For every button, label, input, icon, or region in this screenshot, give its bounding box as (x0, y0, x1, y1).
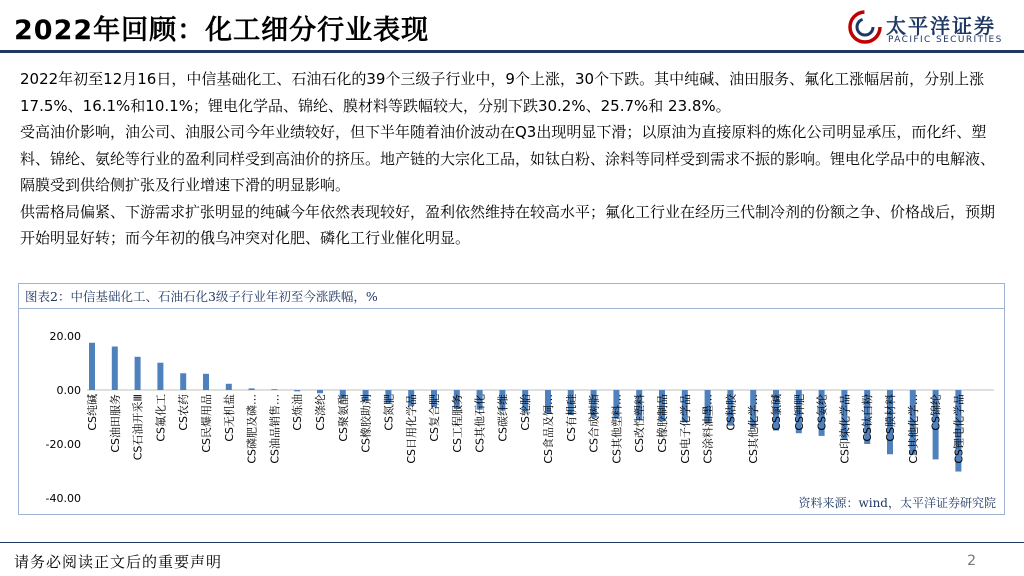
bar (157, 363, 163, 390)
x-tick-label: CS涤纶 (314, 394, 327, 431)
x-tick-label: CS民爆用品 (200, 394, 213, 453)
y-tick-label: 20.00 (49, 330, 81, 343)
logo-name-en: PACIFIC SECURITIES (888, 35, 1003, 45)
x-tick-label: CS氯碱 (770, 394, 783, 431)
x-tick-label: CS炼油 (291, 394, 305, 431)
bar (317, 390, 323, 393)
x-tick-label: CS聚氨酯 (336, 394, 350, 442)
bar-chart (19, 309, 1004, 514)
x-tick-label: CS轮胎 (519, 394, 533, 431)
bar (271, 389, 277, 390)
x-tick-label: CS橡胶制品 (656, 394, 669, 453)
x-tick-label: CS其他石化 (473, 393, 487, 453)
bar (249, 388, 255, 390)
x-tick-label: CS工程服务 (450, 394, 464, 453)
body-text (20, 66, 1004, 252)
x-tick-label: CS锂电化学品 (952, 394, 966, 464)
paragraph-2: 受高油价影响，油公司、油服公司今年业绩较好，但下半年随着油价波动在Q3出现明显下滑；以原油为直接原料的炼化公司明显承压，而化纤、塑料、锦纶、氨纶等行业的盈利同样受到高油价的挤压。地产链的大宗化工品，如钛白粉、涂料等同样受到需求不振的影响。锂电化学品中的电解液、隔膜受到供给侧扩张及行业增速下滑的明显影响。 (20, 123, 996, 194)
bar (180, 373, 186, 390)
company-logo (848, 8, 1018, 48)
bar (203, 374, 209, 390)
x-tick-label: CS电子化学品 (678, 394, 692, 464)
x-tick-label: CS膜材料 (884, 394, 897, 442)
x-tick-label: CS其他塑料… (610, 394, 624, 464)
chart-title: 图表2：中信基础化工、石油石化3级子行业年初至今涨跌幅，% (25, 289, 378, 304)
x-tick-label: CS农药 (177, 394, 191, 431)
x-tick-label: CS碳纤维 (496, 394, 510, 442)
footer-divider (0, 542, 1024, 543)
page-title: 2022年回顾：化工细分行业表现 (14, 15, 430, 46)
paragraph-1: 2022年初至12月16日，中信基础化工、石油石化的39个三级子行业中，9个上涨，30个下跌。其中纯碱、油田服务、氟化工涨幅居前，分别上涨17.5%、16.1%和10.1%；锂电化学品、锦纶、膜材料等跌幅较大，分别下跌30.2%、25.7%和 23.8%。 (20, 70, 985, 115)
page-number: 2 (967, 553, 976, 569)
x-tick-label: CS合成树脂 (587, 394, 601, 453)
bar (226, 384, 232, 390)
x-tick-label: CS钛白粉 (861, 394, 875, 442)
paragraph-3: 供需格局偏紧、下游需求扩张明显的纯碱今年依然表现较好，盈利依然维持在较高水平；氟化工行业在经历三代制冷剂的份额之争、价格战后，预期开始明显好转；而今年初的俄乌冲突对化肥、磷化工行业催化明显。 (20, 202, 996, 247)
x-tick-label: CS橡胶助剂 (359, 394, 373, 453)
footer-disclaimer: 请务必阅读正文后的重要声明 (14, 553, 223, 571)
x-tick-label: CS氨纶 (815, 394, 829, 431)
x-tick-label: CS钾肥 (792, 394, 806, 431)
x-tick-label: CS油品销售… (268, 394, 282, 464)
x-tick-label: CS无机盐 (222, 394, 236, 442)
chart-source: 资料来源：wind，太平洋证券研究院 (798, 496, 996, 510)
x-tick-label: CS粘胶 (724, 394, 738, 431)
x-tick-label: CS印染化学品 (838, 394, 852, 464)
bar (135, 357, 141, 390)
y-tick-label: -40.00 (45, 492, 81, 505)
x-tick-label: CS石油开采Ⅲ (131, 394, 145, 461)
pacific-logo-icon (848, 10, 882, 44)
x-tick-label: CS纯碱 (86, 394, 99, 431)
bar (294, 390, 300, 391)
bar (89, 343, 95, 390)
logo-name-cn: 太平洋证券 (886, 14, 996, 38)
x-tick-label: CS日用化学品 (405, 394, 419, 464)
x-tick-label: CS涂料油墨… (701, 394, 715, 464)
x-tick-label: CS其他化学… (747, 394, 761, 464)
header-divider (0, 50, 1024, 53)
x-tick-label: CS油田服务 (108, 394, 122, 453)
x-tick-label: CS有机硅 (564, 394, 578, 442)
x-tick-label: CS复合肥 (428, 394, 441, 442)
bar (112, 347, 118, 390)
x-tick-label: CS食品及饲… (542, 394, 555, 464)
x-tick-label: CS改性塑料 (633, 394, 647, 453)
y-tick-label: -20.00 (45, 438, 81, 451)
chart-panel (18, 283, 1005, 515)
x-tick-label: CS氟化工 (154, 394, 168, 442)
x-tick-label: CS锦纶 (929, 394, 943, 431)
y-tick-label: 0.00 (56, 384, 81, 397)
x-tick-label: CS其他化学… (906, 394, 920, 464)
x-tick-label: CS氮肥 (382, 394, 396, 431)
x-tick-label: CS磷肥及磷… (245, 394, 259, 464)
